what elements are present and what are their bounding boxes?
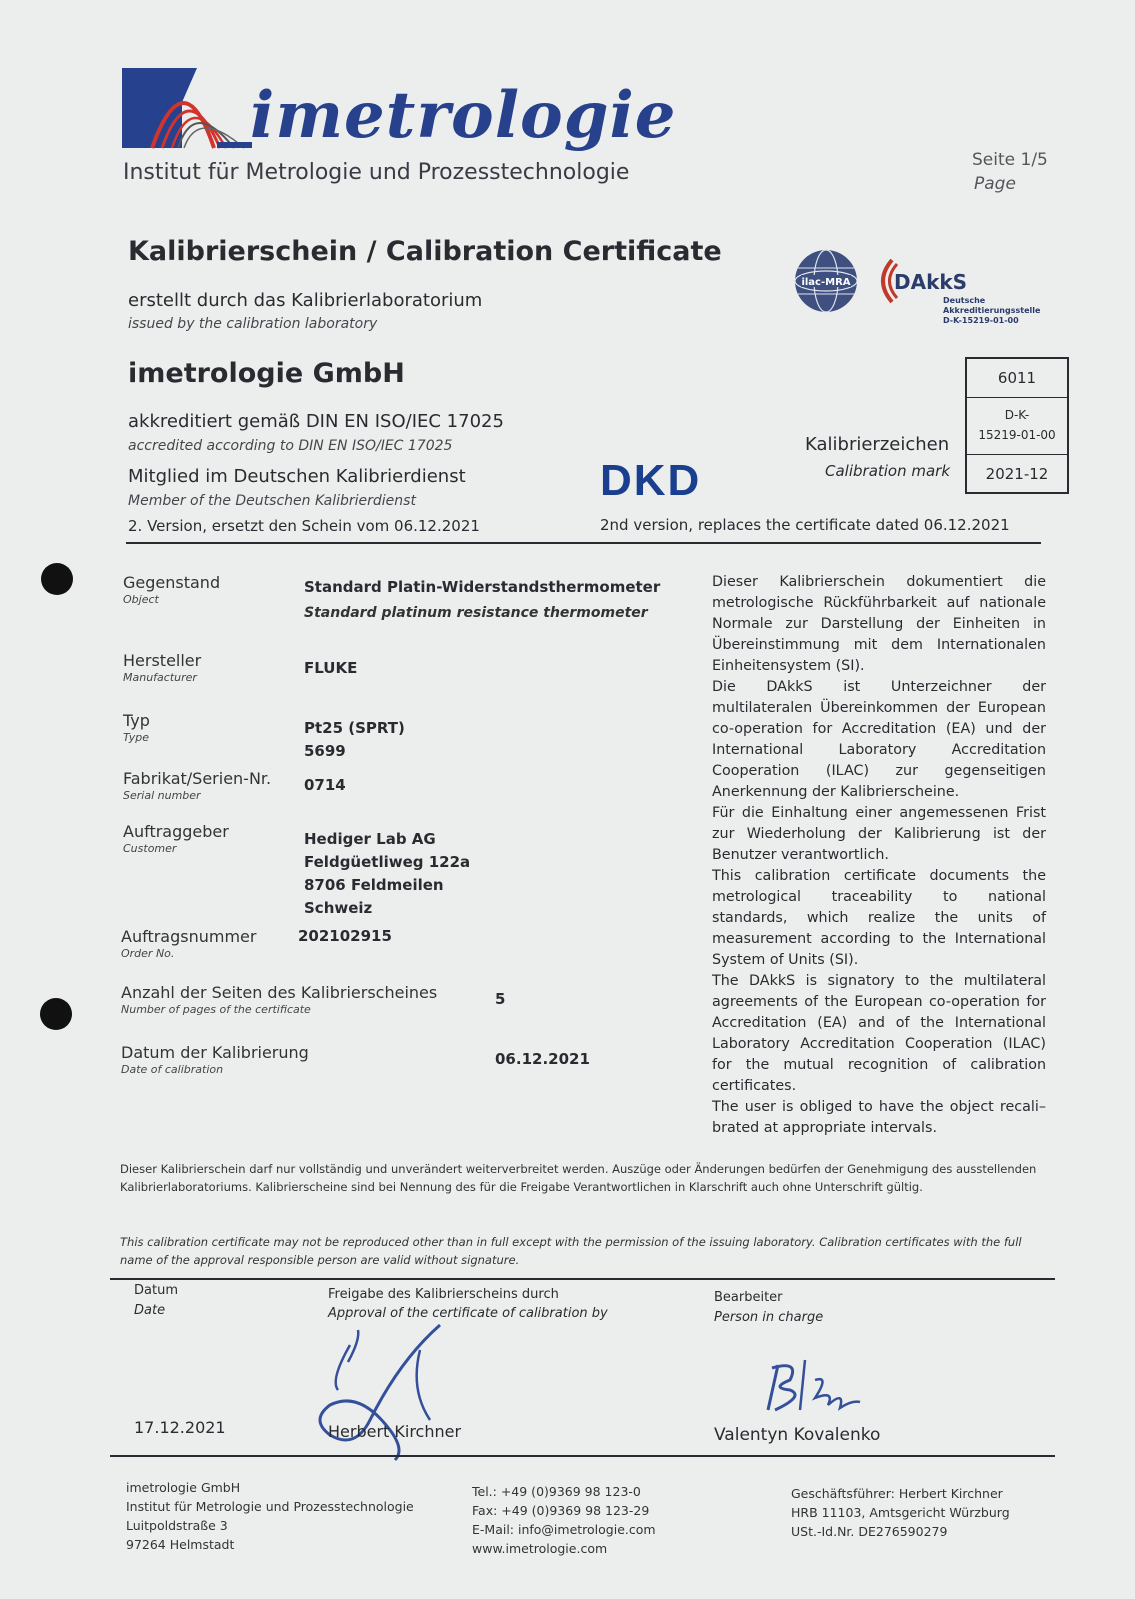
version-note-de: 2. Version, ersetzt den Schein vom 06.12.2021 bbox=[128, 517, 480, 535]
calibration-mark-id bbox=[967, 397, 1067, 455]
accreditation-en: accredited according to DIN EN ISO/IEC 17025 bbox=[128, 438, 453, 454]
calibration-mark-box bbox=[965, 357, 1069, 494]
statement-en-1: This calibration certificate documents the metrological traceability to national standards, which realize the units of measurement according to the International System of Units (SI). bbox=[712, 868, 1046, 968]
dakks-subtitle-3: D-K-15219-01-00 bbox=[943, 316, 1019, 325]
header-divider bbox=[126, 542, 1041, 544]
manufacturer-label-en: Manufacturer bbox=[123, 671, 197, 684]
approver-signature-icon bbox=[300, 1320, 470, 1465]
calibration-date-label: Datum der Kalibrierung bbox=[121, 1043, 309, 1062]
calibration-mark-label-de: Kalibrierzeichen bbox=[805, 434, 950, 455]
customer-name: Hediger Lab AG bbox=[304, 830, 436, 848]
membership-de: Mitglied im Deutschen Kalibrierdienst bbox=[128, 466, 466, 487]
person-label-de: Bearbeiter bbox=[714, 1290, 783, 1305]
approver-name: Herbert Kirchner bbox=[328, 1422, 462, 1441]
punch-hole-top bbox=[41, 563, 73, 595]
customer-street: Feldgüetliweg 122a bbox=[304, 853, 471, 871]
type-label: Typ bbox=[123, 711, 150, 730]
date-label-de: Datum bbox=[134, 1283, 178, 1298]
customer-label: Auftraggeber bbox=[123, 822, 229, 841]
footer-company-name: imetrologie GmbH bbox=[126, 1480, 241, 1495]
object-value: Standard Platin-Widerstandsthermometer bbox=[304, 578, 661, 596]
statement-en-2: The DAkkS is signatory to the multilateral agreements of the European co-operation for Accreditation (EA) and of the International Laboratory Accreditation Cooperation (ILAC) for the mutual recognition of calibration certificates. bbox=[712, 973, 1046, 1094]
order-value: 202102915 bbox=[298, 927, 392, 945]
dakks-name: DAkkS bbox=[894, 270, 968, 294]
reproduction-note-de: Dieser Kalibrierschein darf nur vollständig und unverändert weiterverbreitet werden. Auszüge oder Änderungen bedürfen der Genehmigung des ausstellenden Kalibrierlaboratoriums. Kalibrierscheine sind bei Nennung des für die Freigabe Verantwortlichen in Klarschrift auch ohne Unterschrift gültig. bbox=[120, 1162, 1037, 1194]
approval-label-en: Approval of the certificate of calibration by bbox=[328, 1306, 608, 1321]
logo-wordmark: imetrologie bbox=[250, 78, 677, 153]
membership-en: Member of the Deutschen Kalibrierdienst bbox=[128, 493, 416, 509]
order-label: Auftragsnummer bbox=[121, 927, 257, 946]
customer-city: 8706 Feldmeilen bbox=[304, 876, 444, 894]
serial-label-en: Serial number bbox=[123, 789, 201, 802]
footer-vat: USt.-Id.Nr. DE276590279 bbox=[791, 1524, 948, 1539]
certificate-title: Kalibrierschein / Calibration Certificate bbox=[128, 236, 722, 267]
object-value-en: Standard platinum resistance thermometer bbox=[304, 605, 648, 621]
pages-label-en: Number of pages of the certificate bbox=[121, 1003, 311, 1016]
footer-street: Luitpoldstraße 3 bbox=[126, 1518, 228, 1533]
signature-top-divider bbox=[110, 1278, 1055, 1280]
calibration-date-label-en: Date of calibration bbox=[121, 1063, 224, 1076]
footer-company-subtitle: Institut für Metrologie und Prozesstechnologie bbox=[126, 1499, 414, 1514]
footer-city: 97264 Helmstadt bbox=[126, 1537, 235, 1552]
imetrologie-logo-icon bbox=[122, 68, 252, 150]
calibration-date-value: 06.12.2021 bbox=[495, 1050, 590, 1068]
type-value: Pt25 (SPRT) bbox=[304, 719, 405, 737]
issued-by-de: erstellt durch das Kalibrierlaboratorium bbox=[128, 290, 483, 311]
calibration-mark-number: 6011 bbox=[967, 359, 1067, 398]
type-label-en: Type bbox=[123, 731, 150, 744]
calibration-mark-id-line2: 15219-01-00 bbox=[978, 428, 1056, 442]
punch-hole-bottom bbox=[40, 998, 72, 1030]
page-label-en: Page bbox=[974, 174, 1016, 194]
statement-de-1: Dieser Kalibrierschein dokumentiert die metrologische Rückführbarkeit auf nationale Normale zur Darstellung der Einheiten in Übereinstimmung mit dem Internationalen Einheitensystem (SI). bbox=[712, 574, 1046, 674]
dakks-subtitle-1: Deutsche bbox=[943, 296, 986, 305]
statement-de-3: Für die Einhaltung einer angemessenen Frist zur Wiederholung der Kalibrierung ist der Benutzer verantwortlich. bbox=[712, 805, 1046, 863]
version-note-en: 2nd version, replaces the certificate dated 06.12.2021 bbox=[600, 516, 1010, 534]
type-model-value: 5699 bbox=[304, 742, 346, 760]
order-label-en: Order No. bbox=[121, 947, 175, 960]
reproduction-note-en: This calibration certificate may not be reproduced other than in full except with the permission of the issuing laboratory. Calibration certificates with the full name of the approval responsible person are valid without signature. bbox=[120, 1235, 1022, 1267]
manufacturer-label: Hersteller bbox=[123, 651, 202, 670]
page-number: Seite 1/5 bbox=[972, 150, 1048, 170]
footer-phone: Tel.: +49 (0)9369 98 123-0 bbox=[472, 1484, 641, 1499]
customer-country: Schweiz bbox=[304, 899, 373, 917]
customer-label-en: Customer bbox=[123, 842, 177, 855]
footer-legal bbox=[791, 1484, 1010, 1541]
serial-label: Fabrikat/Serien-Nr. bbox=[123, 769, 272, 788]
company-name: imetrologie GmbH bbox=[128, 358, 405, 389]
dakks-subtitle-2: Akkreditierungsstelle bbox=[943, 306, 1041, 315]
dkd-logo: DKD bbox=[600, 456, 702, 505]
footer-ceo: Geschäftsführer: Herbert Kirchner bbox=[791, 1486, 1003, 1501]
calibration-mark-label-en: Calibration mark bbox=[825, 462, 951, 480]
serial-value: 0714 bbox=[304, 776, 346, 794]
footer-register: HRB 11103, Amtsgericht Würzburg bbox=[791, 1505, 1010, 1520]
traceability-statement bbox=[712, 572, 1046, 1139]
person-signature-icon bbox=[760, 1350, 870, 1420]
accreditation-de: akkreditiert gemäß DIN EN ISO/IEC 17025 bbox=[128, 411, 504, 432]
footer-company bbox=[126, 1478, 414, 1554]
footer-divider bbox=[110, 1455, 1055, 1457]
statement-en-3: The user is obliged to have the object recali–brated at appropriate intervals. bbox=[712, 1099, 1046, 1136]
footer-email: E-Mail: info@imetrologie.com bbox=[472, 1522, 656, 1537]
object-label: Gegenstand bbox=[123, 573, 221, 592]
date-label-en: Date bbox=[134, 1303, 166, 1318]
ilac-mra-logo-icon bbox=[793, 248, 859, 314]
calibration-mark-id-line1: D-K- bbox=[1004, 408, 1030, 422]
issued-by-en: issued by the calibration laboratory bbox=[128, 316, 378, 332]
approval-label-de: Freigabe des Kalibrierscheins durch bbox=[328, 1287, 559, 1302]
footer-website: www.imetrologie.com bbox=[472, 1541, 608, 1556]
statement-de-2: Die DAkkS ist Unterzeichner der multilateralen Übereinkommen der European co-operation for Accreditation (EA) und der International Laboratory Accreditation Cooperation (ILAC) zur gegenseitigen Anerkennung der Kalibrierscheine. bbox=[712, 679, 1046, 800]
object-label-en: Object bbox=[123, 593, 159, 606]
pages-value: 5 bbox=[495, 990, 506, 1008]
manufacturer-value: FLUKE bbox=[304, 659, 358, 677]
signature-date: 17.12.2021 bbox=[134, 1418, 226, 1437]
person-in-charge-name: Valentyn Kovalenko bbox=[714, 1425, 881, 1445]
footer-fax: Fax: +49 (0)9369 98 123-29 bbox=[472, 1503, 650, 1518]
pages-label: Anzahl der Seiten des Kalibrierscheines bbox=[121, 983, 438, 1002]
ilac-label: ilac-MRA bbox=[801, 277, 851, 288]
footer-contact bbox=[472, 1482, 656, 1558]
logo-subtitle: Institut für Metrologie und Prozesstechnologie bbox=[123, 160, 630, 185]
calibration-mark-date: 2021-12 bbox=[985, 465, 1049, 483]
person-label-en: Person in charge bbox=[714, 1310, 824, 1325]
